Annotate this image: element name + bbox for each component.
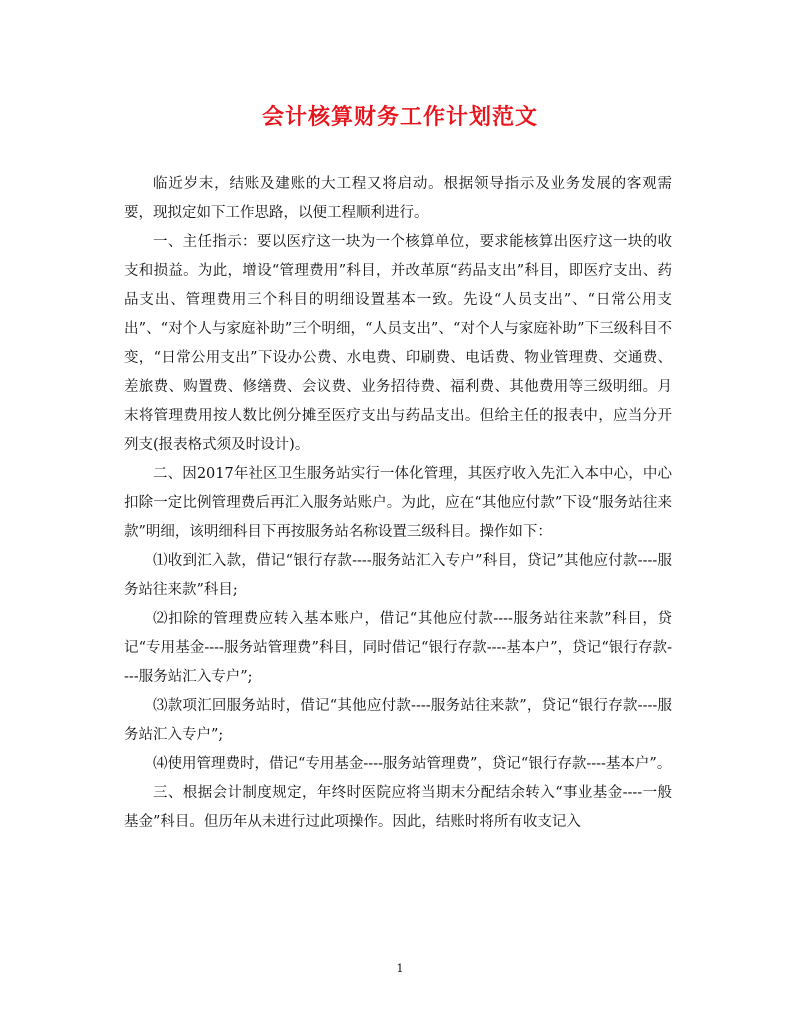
document-title: 会计核算财务工作计划范文 xyxy=(261,104,538,130)
paragraph-section-2: 二、因2017年社区卫生服务站实行一体化管理，其医疗收入先汇入本中心，中心扣除一定比例管理费后再汇入服务站账户。为此，应在“其他应付款”下设“服务站往来款”明细，该明细科目下再按服务站名称设置三级科目。操作如下： xyxy=(124,466,672,540)
paragraph-intro: 临近岁末，结账及建账的大工程又将启动。根据领导指示及业务发展的客观需要，现拟定如下工作思路，以便工程顺利进行。 xyxy=(124,176,672,221)
paragraph-section-3: 三、根据会计制度规定，年终时医院应将当期末分配结余转入“事业基金----一般基金”科目。但历年从未进行过此项操作。因此，结账时将所有收支记入 xyxy=(124,785,672,830)
paragraph-step-1: ⑴收到汇入款，借记“银行存款----服务站汇入专户”科目，贷记”其他应付款----服务站往来款”科目; xyxy=(124,553,672,598)
paragraph-step-4: ⑷使用管理费时，借记“专用基金----服务站管理费”，贷记“银行存款----基本户”。 xyxy=(153,756,672,772)
document-body xyxy=(124,170,672,837)
paragraph-step-2: ⑵扣除的管理费应转入基本账户，借记“其他应付款----服务站往来款”科目，贷记“专用基金----服务站管理费”科目，同时借记“银行存款----基本户”，贷记“银行存款----服务站汇入专户”; xyxy=(124,611,672,685)
paragraph-section-1: 一、主任指示：要以医疗这一块为一个核算单位，要求能核算出医疗这一块的收支和损益。为此，增设“管理费用”科目，并改革原“药品支出”科目，即医疗支出、药品支出、管理费用三个科目的明细设置基本一致。先设“人员支出”、“日常公用支出”、“对个人与家庭补助”三个明细，“人员支出”、“对个人与家庭补助”下三级科目不变，“日常公用支出”下设办公费、水电费、印刷费、电话费、物业管理费、交通费、差旅费、购置费、修缮费、会议费、业务招待费、福利费、其他费用等三级明细。月末将管理费用按人数比例分摊至医疗支出与药品支出。但给主任的报表中，应当分开列支(报表格式须及时设计)。 xyxy=(124,234,672,453)
page-number: 1 xyxy=(396,962,404,975)
paragraph-step-3: ⑶款项汇回服务站时，借记“其他应付款----服务站往来款”，贷记“银行存款----服务站汇入专户”; xyxy=(124,698,672,743)
